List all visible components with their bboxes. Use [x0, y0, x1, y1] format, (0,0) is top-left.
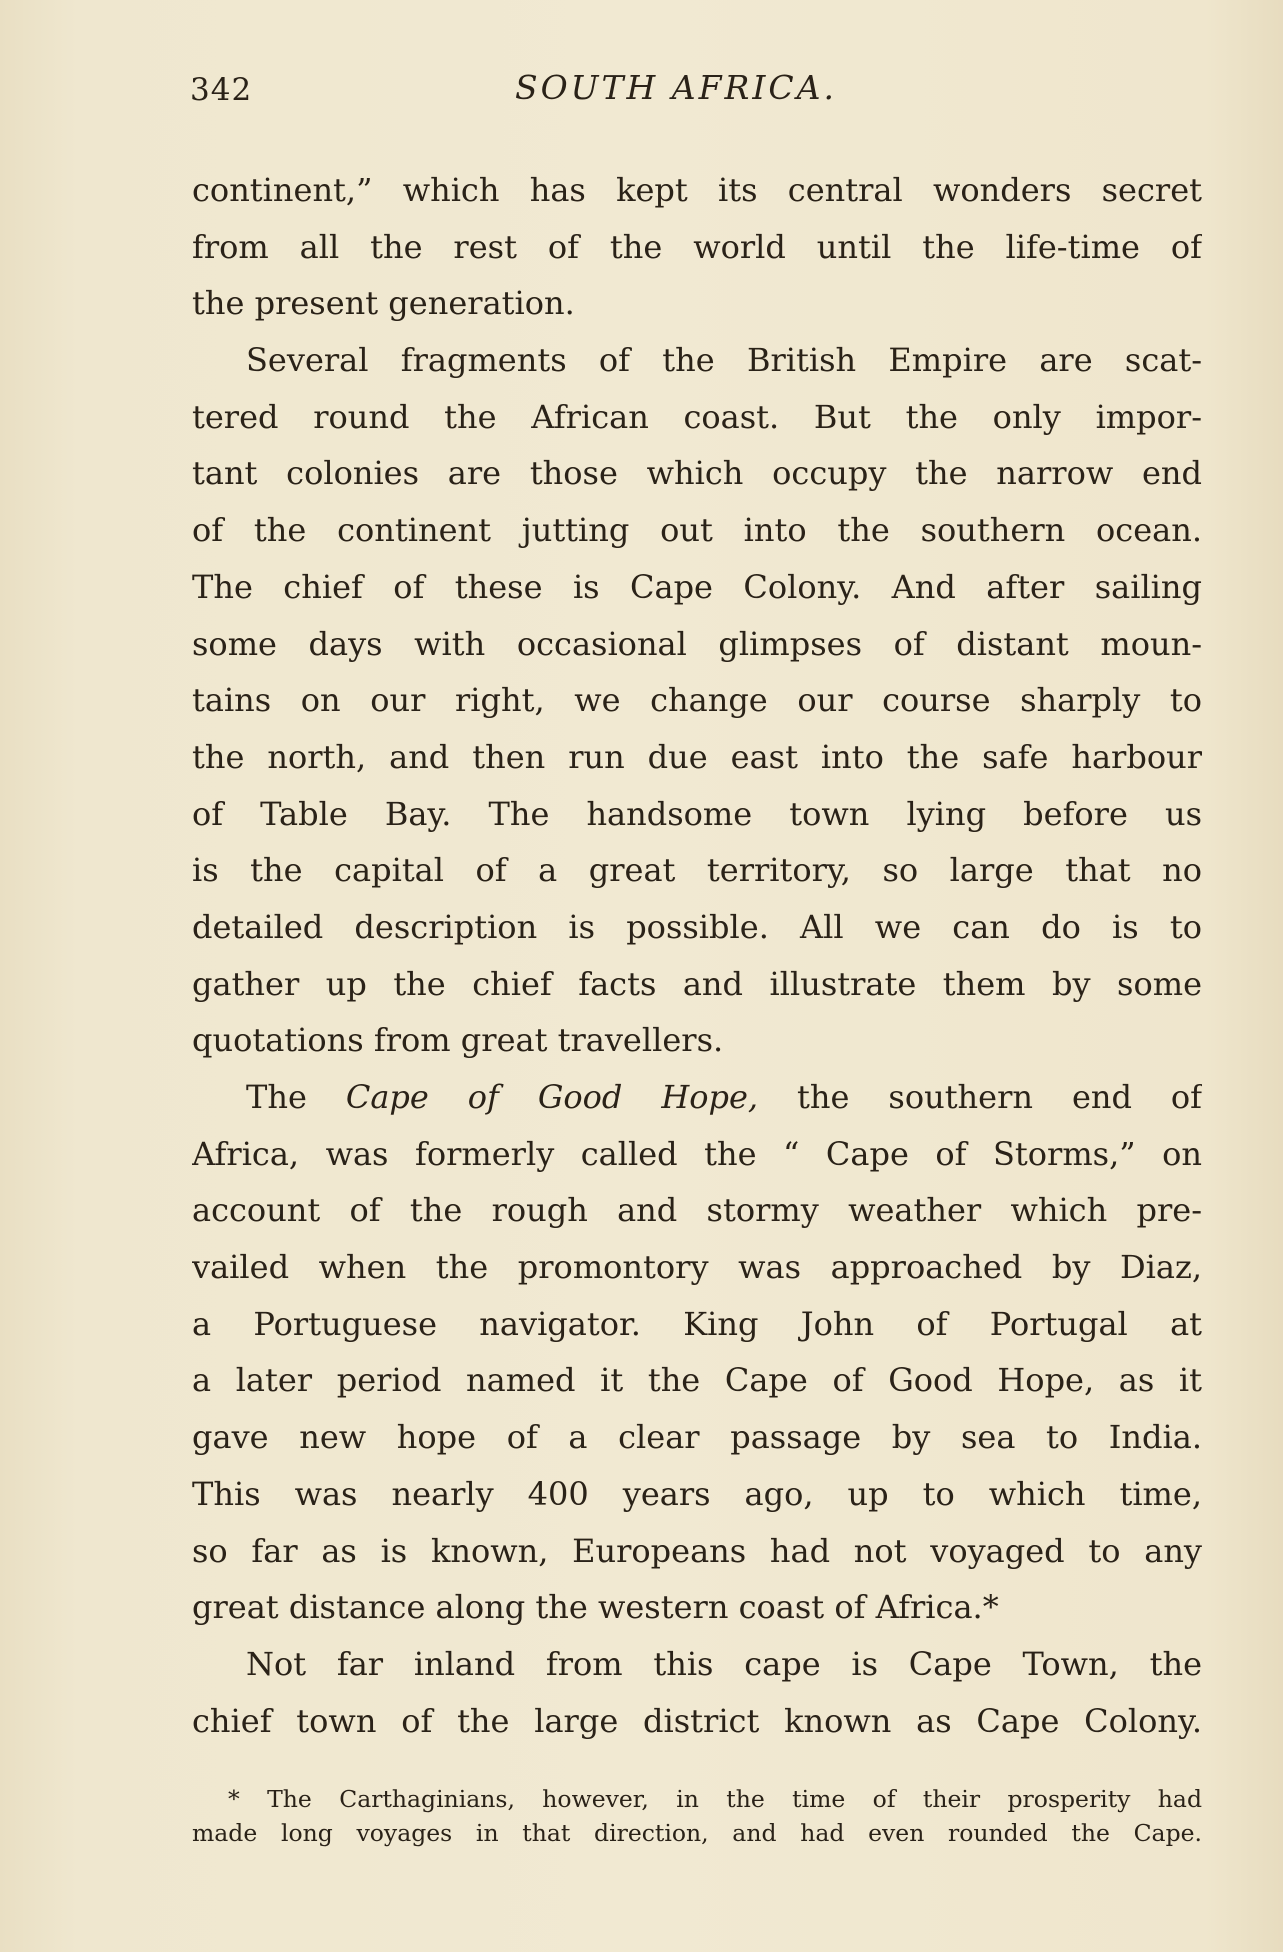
text-line: Not far inland from this cape is Cape Town, the — [246, 1644, 1202, 1683]
text-line: This was nearly 400 years ago, up to which time, — [192, 1474, 1202, 1513]
text-line: gather up the chief facts and illustrate them by some — [192, 964, 1202, 1003]
text-run: The — [246, 1078, 346, 1116]
text-line-with-italic — [192, 1069, 1202, 1126]
text-line: a Portuguese navigator. King John of Portugal at — [192, 1304, 1202, 1343]
text-line: account of the rough and stormy weather which pre- — [192, 1191, 1202, 1230]
page-number: 342 — [190, 72, 253, 108]
text-line: Several fragments of the British Empire are scat- — [246, 341, 1202, 380]
text-line: of Table Bay. The handsome town lying before us — [192, 794, 1202, 833]
text-line: quotations from great travellers. — [192, 1021, 724, 1060]
text-line: a later period named it the Cape of Good Hope, as it — [192, 1361, 1202, 1400]
text-line: from all the rest of the world until the life-time of — [192, 227, 1202, 266]
footnote — [192, 1782, 1202, 1850]
text-line: vailed when the promontory was approached by Diaz, — [192, 1248, 1202, 1287]
page-header — [190, 68, 1210, 118]
body-text — [192, 162, 1202, 1749]
text-line: The chief of these is Cape Colony. And after sailing — [192, 567, 1202, 606]
running-title: SOUTH AFRICA. — [515, 68, 837, 107]
text-line: the north, and then run due east into the safe harbour — [192, 737, 1202, 776]
text-line: tains on our right, we change our course sharply to — [192, 681, 1202, 720]
text-line: gave new hope of a clear passage by sea to India. — [192, 1418, 1202, 1457]
text-line: detailed description is possible. All we can do is to — [192, 907, 1202, 946]
text-line: Africa, was formerly called the “ Cape of Storms,” on — [192, 1134, 1202, 1173]
text-line: the present generation. — [192, 284, 575, 323]
footnote-line: * The Carthaginians, however, in the time of their prosperity had — [228, 1785, 1202, 1813]
text-line: some days with occasional glimpses of distant moun- — [192, 624, 1202, 663]
text-line: is the capital of a great territory, so large that no — [192, 851, 1202, 890]
text-line: continent,” which has kept its central wonders secret — [192, 171, 1202, 209]
text-line: of the continent jutting out into the southern ocean. — [192, 511, 1202, 550]
text-line: chief town of the large district known as Cape Colony. — [192, 1701, 1202, 1740]
text-line: so far as is known, Europeans had not voyaged to any — [192, 1531, 1202, 1570]
text-line: tant colonies are those which occupy the narrow end — [192, 454, 1202, 493]
text-run: the southern end of — [758, 1078, 1202, 1116]
italic-phrase: Cape of Good Hope, — [345, 1078, 759, 1116]
text-line: great distance along the western coast of Africa.* — [192, 1588, 999, 1627]
footnote-line: made long voyages in that direction, and had even rounded the Cape. — [192, 1819, 1202, 1847]
text-line: tered round the African coast. But the only impor- — [192, 397, 1202, 436]
